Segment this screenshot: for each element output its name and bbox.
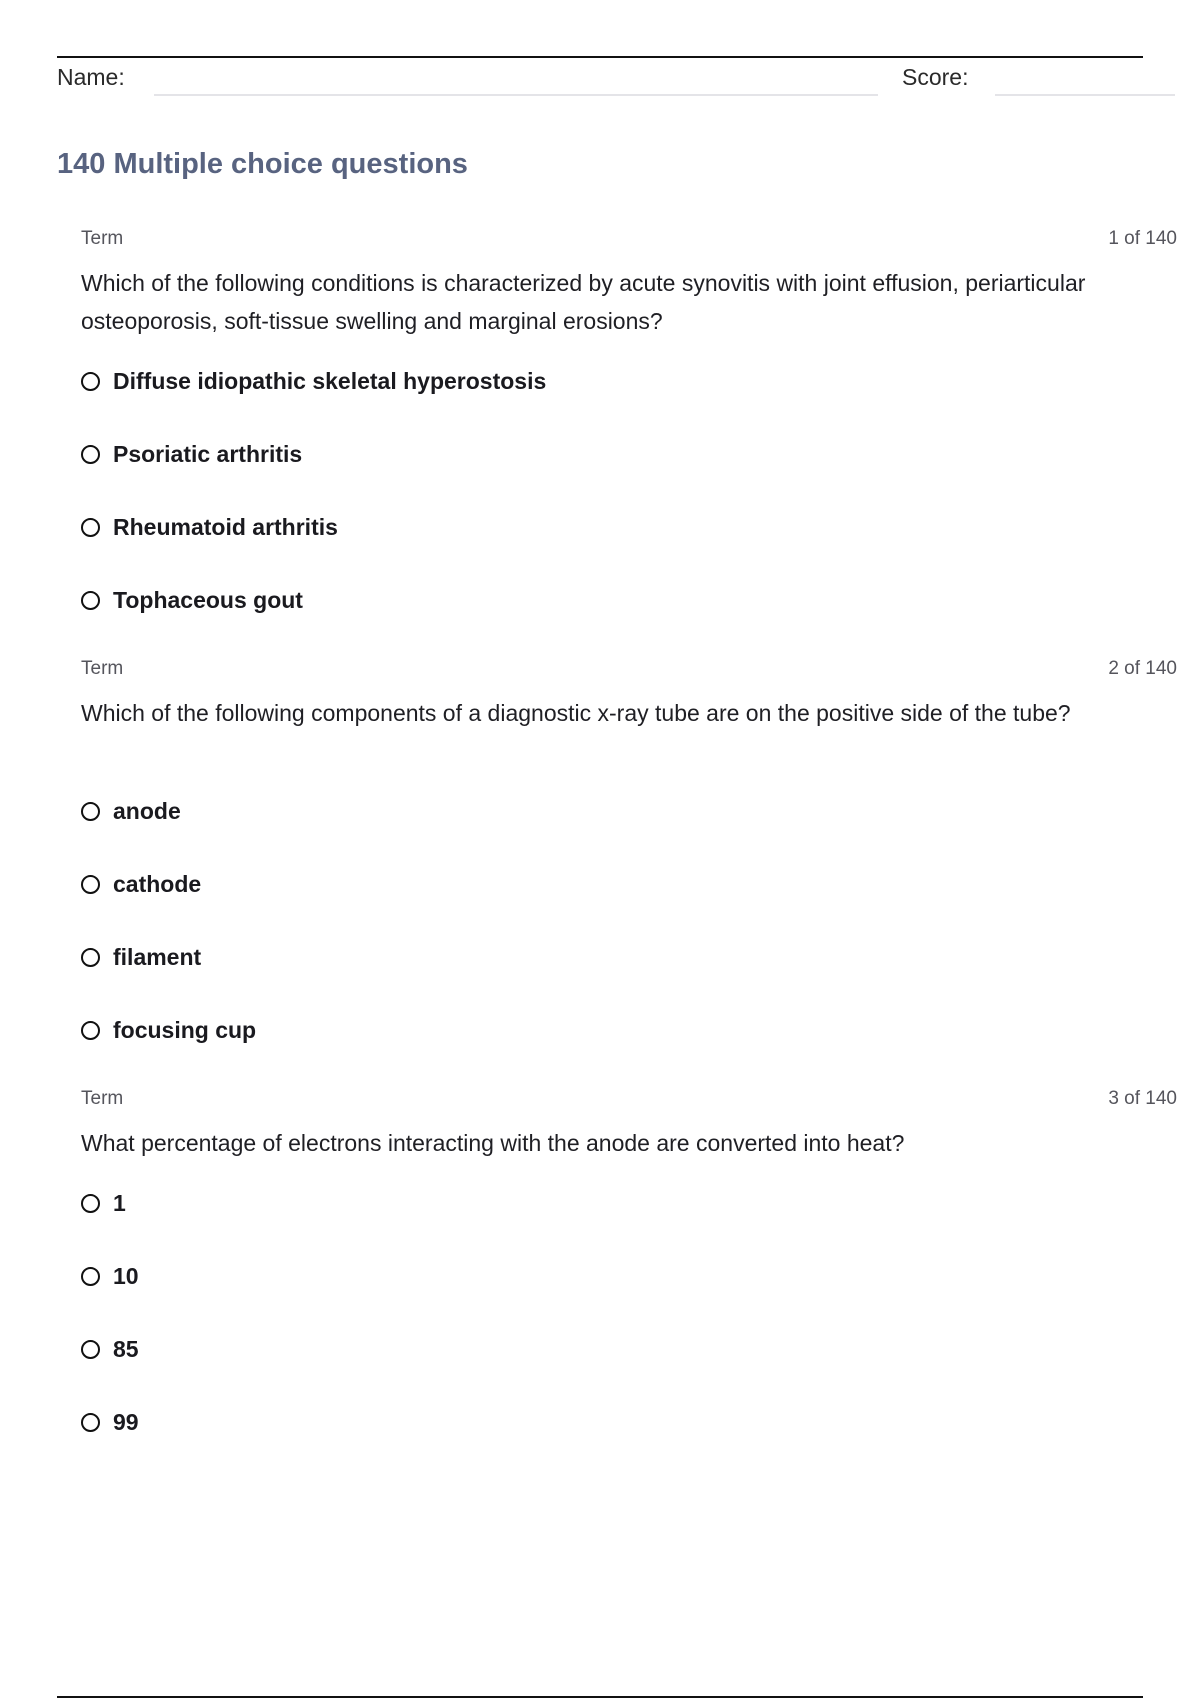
score-label: Score: <box>902 64 969 90</box>
question-counter: 2 of 140 <box>1108 658 1177 679</box>
question-text: What percentage of electrons interacting with the anode are converted into heat? <box>81 1130 905 1156</box>
radio-circle-icon[interactable] <box>81 1413 100 1432</box>
radio-circle-icon[interactable] <box>81 802 100 821</box>
radio-circle-icon[interactable] <box>81 372 100 391</box>
option-label: focusing cup <box>113 1016 257 1043</box>
answer-option[interactable] <box>81 583 303 617</box>
option-label: Rheumatoid arthritis <box>113 513 338 540</box>
radio-circle-icon[interactable] <box>81 1194 100 1213</box>
radio-circle-icon[interactable] <box>81 1340 100 1359</box>
answer-option[interactable] <box>81 364 546 398</box>
option-label: Psoriatic arthritis <box>113 440 303 467</box>
radio-circle-icon[interactable] <box>81 1267 100 1286</box>
answer-option[interactable] <box>81 1259 139 1293</box>
radio-circle-icon[interactable] <box>81 1021 100 1040</box>
answer-option[interactable] <box>81 510 338 544</box>
worksheet-header <box>57 62 1177 102</box>
option-label: anode <box>113 797 181 824</box>
answer-option[interactable] <box>81 1013 256 1047</box>
bottom-divider <box>57 1696 1143 1698</box>
option-label: filament <box>113 943 202 970</box>
radio-circle-icon[interactable] <box>81 445 100 464</box>
term-label: Term <box>81 228 124 249</box>
answer-option[interactable] <box>81 794 181 828</box>
question-text: Which of the following conditions is characterized by acute synovitis with joint effusion, periarticular osteoporosis, soft-tissue swelling and marginal erosions? <box>81 270 1086 334</box>
section-title: 140 Multiple choice questions <box>57 148 468 180</box>
name-label: Name: <box>57 64 125 90</box>
option-label: Diffuse idiopathic skeletal hyperostosis <box>113 367 547 394</box>
answer-option[interactable] <box>81 437 302 471</box>
term-label: Term <box>81 658 124 679</box>
radio-circle-icon[interactable] <box>81 875 100 894</box>
term-label: Term <box>81 1088 124 1109</box>
answer-option[interactable] <box>81 1332 139 1366</box>
option-label: 99 <box>113 1408 139 1435</box>
option-label: 1 <box>113 1189 126 1216</box>
name-field[interactable] <box>154 94 878 96</box>
option-label: Tophaceous gout <box>113 586 303 613</box>
top-divider <box>57 56 1143 58</box>
radio-circle-icon[interactable] <box>81 591 100 610</box>
answer-option[interactable] <box>81 1186 126 1220</box>
question-counter: 1 of 140 <box>1108 228 1177 249</box>
question-text: Which of the following components of a diagnostic x-ray tube are on the positive side of the tube? <box>81 700 1071 726</box>
answer-option[interactable] <box>81 867 201 901</box>
radio-circle-icon[interactable] <box>81 948 100 967</box>
score-field[interactable] <box>995 94 1175 96</box>
answer-option[interactable] <box>81 1405 139 1439</box>
radio-circle-icon[interactable] <box>81 518 100 537</box>
option-label: 85 <box>113 1335 139 1362</box>
option-label: cathode <box>113 870 202 897</box>
answer-option[interactable] <box>81 940 201 974</box>
option-label: 10 <box>113 1262 139 1289</box>
question-counter: 3 of 140 <box>1108 1088 1177 1109</box>
